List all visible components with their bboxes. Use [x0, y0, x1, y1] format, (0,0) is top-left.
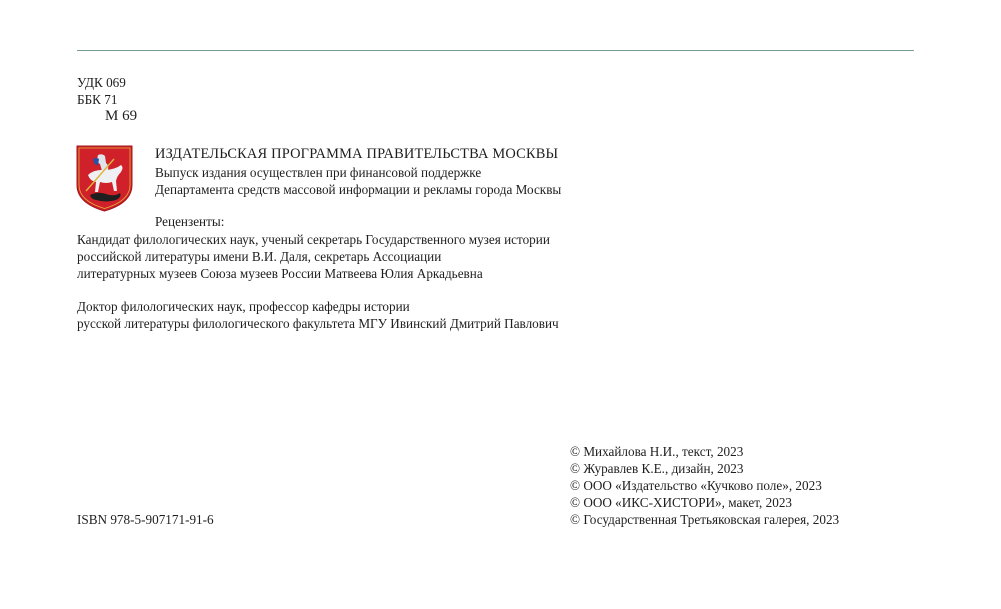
program-title: ИЗДАТЕЛЬСКАЯ ПРОГРАММА ПРАВИТЕЛЬСТВА МОСКВЫ — [155, 146, 559, 162]
author-mark: М 69 — [105, 108, 138, 124]
reviewers-heading: Рецензенты: — [155, 214, 225, 229]
copyright-block — [570, 443, 839, 528]
copyright-line: © ООО «ИКС-ХИСТОРИ», макет, 2023 — [570, 495, 793, 510]
reviewer-1-line: российской литературы имени В.И. Даля, секретарь Ассоциации — [77, 249, 442, 264]
reviewer-1-line: литературных музеев Союза музеев России Матвеева Юлия Аркадьевна — [77, 266, 483, 281]
program-line-1: Выпуск издания осуществлен при финансовой поддержке — [155, 165, 482, 180]
reviewer-2 — [77, 298, 559, 332]
reviewer-2-line: Доктор филологических наук, профессор кафедры истории — [77, 299, 410, 314]
top-rule — [77, 50, 914, 51]
moscow-coat-of-arms-icon — [76, 145, 133, 212]
reviewer-1 — [77, 231, 550, 282]
reviewer-2-line: русской литературы филологического факультета МГУ Ивинский Дмитрий Павлович — [77, 316, 559, 331]
copyright-line: © Государственная Третьяковская галерея, 2023 — [570, 512, 840, 527]
program-line-2: Департамента средств массовой информации и рекламы города Москвы — [155, 182, 562, 197]
udk-code: УДК 069 — [77, 75, 126, 90]
copyright-line: © Журавлев К.Е., дизайн, 2023 — [570, 461, 744, 476]
copyright-line: © Михайлова Н.И., текст, 2023 — [570, 444, 744, 459]
isbn: ISBN 978-5-907171-91-6 — [77, 512, 214, 527]
bbk-code: ББК 71 — [77, 92, 118, 107]
copyright-line: © ООО «Издательство «Кучково поле», 2023 — [570, 478, 822, 493]
reviewer-1-line: Кандидат филологических наук, ученый секретарь Государственного музея истории — [77, 232, 550, 247]
